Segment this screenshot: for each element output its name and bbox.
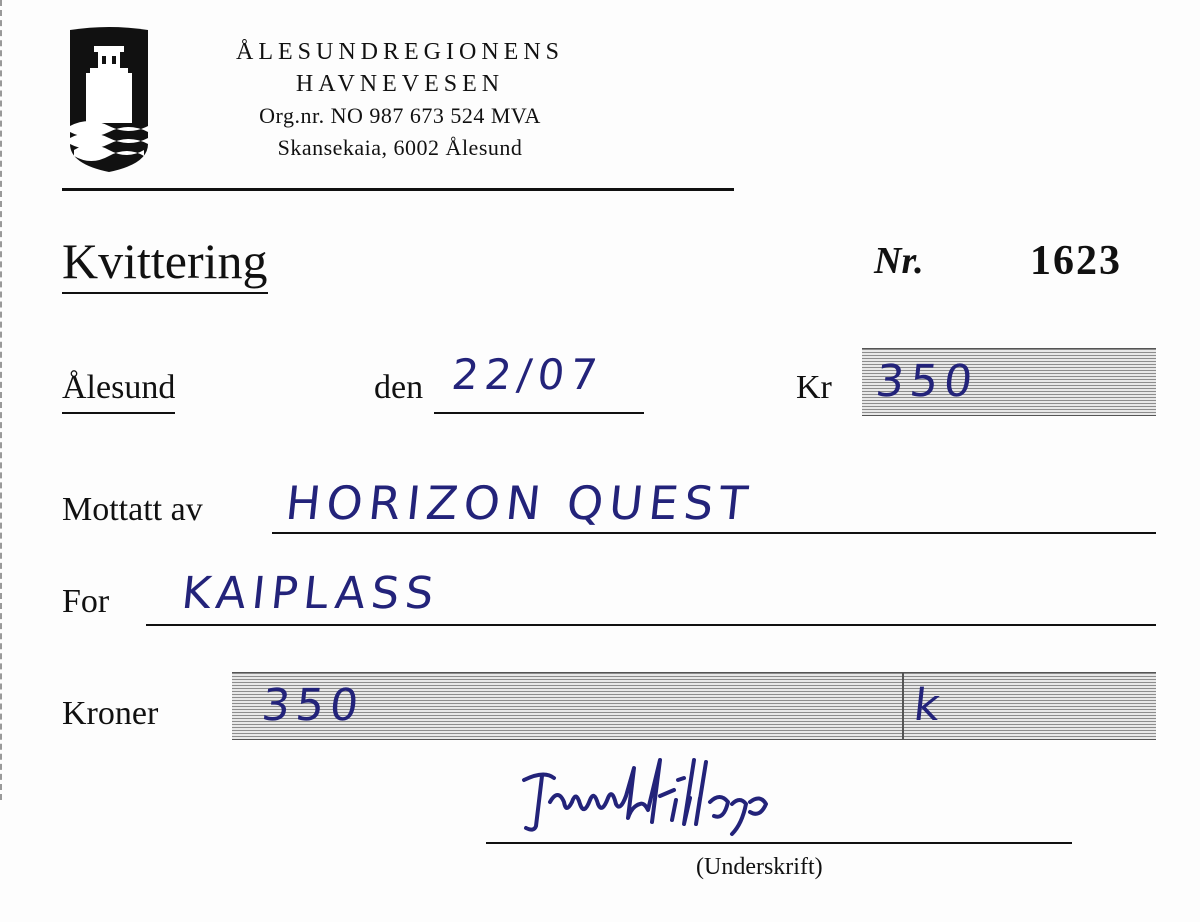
perforated-edge [0, 0, 6, 800]
kroner-suffix: k [911, 680, 949, 731]
receipt-title: Kvittering [62, 232, 268, 294]
header-divider [62, 188, 734, 191]
harbour-logo-icon [64, 26, 154, 174]
signature-caption: (Underskrift) [696, 854, 823, 880]
received-by-label: Mottatt av [62, 491, 203, 528]
kroner-value: 350 [259, 680, 367, 731]
organization-subtitle: HAVNEVESEN [295, 71, 505, 97]
for-label: For [62, 583, 110, 620]
received-by-value: HORIZON QUEST [283, 476, 757, 530]
organization-number: Org.nr. NO 987 673 524 MVA [259, 103, 541, 128]
kroner-ore-divider [902, 672, 904, 740]
date-label: den [374, 369, 424, 406]
organization-name: ÅLESUNDREGIONENS [236, 39, 564, 65]
handwritten-signature [514, 740, 784, 840]
for-value: KAIPLASS [179, 568, 442, 619]
date-line [434, 412, 644, 414]
received-by-line [272, 532, 1156, 534]
signature-line [486, 842, 1072, 844]
kroner-label: Kroner [62, 695, 159, 732]
for-line [146, 624, 1156, 626]
date-value: 22/07 [449, 350, 606, 399]
receipt-number: 1623 [1030, 238, 1122, 284]
kroner-amount-box [232, 672, 1156, 740]
organization-header [190, 36, 610, 164]
organization-address: Skansekaia, 6002 Ålesund [277, 135, 523, 160]
place-label: Ålesund [62, 368, 175, 414]
kr-value: 350 [873, 356, 981, 407]
kr-label: Kr [796, 369, 832, 406]
receipt-number-label: Nr. [874, 240, 924, 282]
